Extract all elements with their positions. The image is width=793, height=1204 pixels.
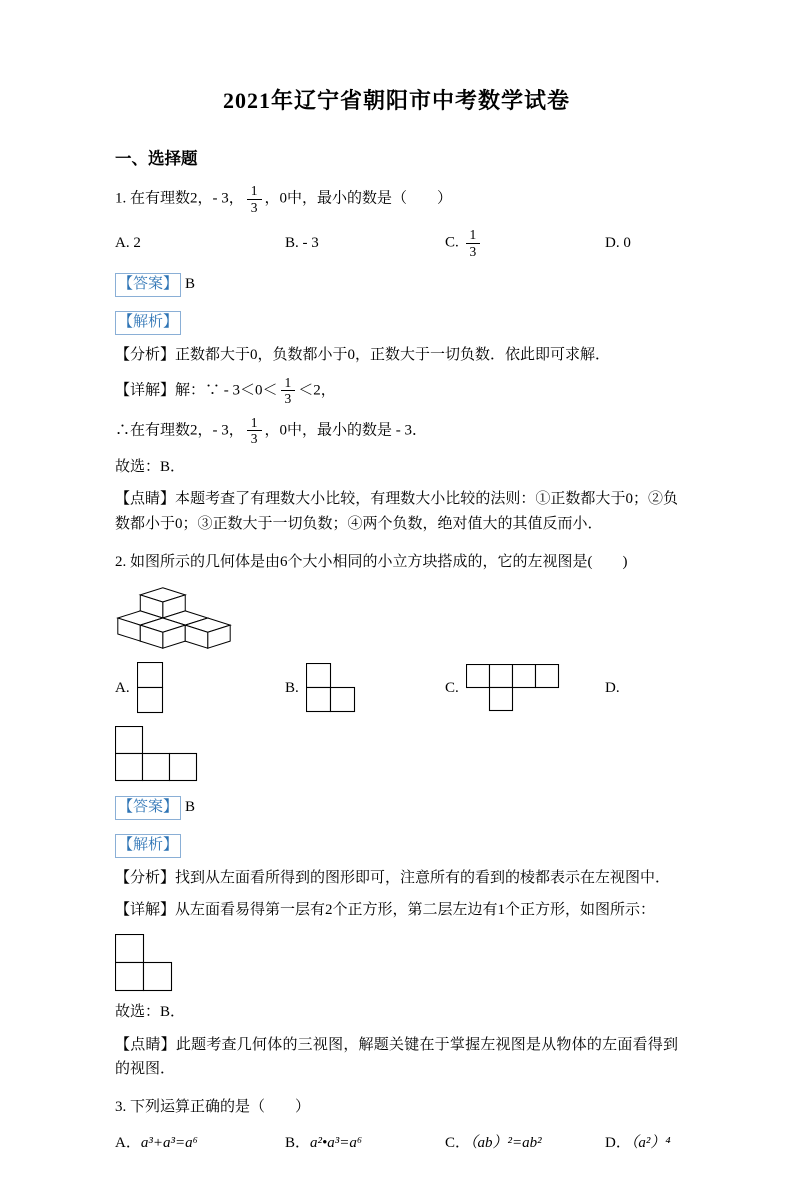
option-label: A． <box>115 1135 141 1152</box>
option-label: A. <box>115 679 130 696</box>
q2-xiangjie: 【详解】从左面看易得第一层有2个正方形，第二层左边有1个正方形，如图所示： <box>115 901 656 918</box>
option-label: D. <box>605 679 620 696</box>
fraction-one-third <box>466 227 481 259</box>
option-expression: （a²）⁴ <box>630 1135 671 1152</box>
page-title: 2021年辽宁省朝阳市中考数学试卷 <box>222 88 570 113</box>
q1-answer-value: B <box>185 276 196 293</box>
fraction-one-third <box>247 183 262 215</box>
fraction-numerator: 1 <box>466 227 481 244</box>
option-label: C. <box>445 234 459 251</box>
option-a-figure <box>137 662 164 714</box>
fraction-one-third <box>247 415 262 447</box>
option-label: A. <box>115 234 130 251</box>
q2-options-row <box>115 662 678 714</box>
q2-answer-line <box>115 796 678 820</box>
isometric-cubes-figure <box>115 586 233 650</box>
q1-options-row <box>115 227 678 259</box>
option-b-figure <box>306 663 356 713</box>
answer-label: 【答案】 <box>115 273 181 297</box>
q3-option-b <box>285 1131 445 1152</box>
answer-label: 【答案】 <box>115 796 181 820</box>
q3-option-c <box>445 1131 605 1152</box>
q1-xiangjie-post: ＜2， <box>298 382 336 399</box>
section-heading: 一、选择题 <box>115 149 198 168</box>
option-label: B. <box>285 234 299 251</box>
fraction-denominator: 3 <box>250 431 258 447</box>
option-expression: （ab）²=ab² <box>470 1135 542 1152</box>
q1-option-b <box>285 235 445 252</box>
q1-option-a <box>115 235 285 252</box>
q2-fenxi: 【分析】找到从左面看所得到的图形即可，注意所有的看到的棱都表示在左视图中． <box>115 869 671 886</box>
option-c-figure <box>466 664 560 712</box>
q3-option-a <box>115 1131 285 1152</box>
q1-answer-line <box>115 273 678 297</box>
q1-xiangjie-1 <box>115 375 678 407</box>
left-view-figure <box>115 934 173 992</box>
option-text: 0 <box>623 234 631 251</box>
question-3-stem: 3. 下列运算正确的是（ ） <box>115 1099 311 1116</box>
q2-guxuan: 故选：B． <box>115 1004 186 1021</box>
q1-xiangjie2-post: ，0中，最小的数是 - 3． <box>264 422 427 439</box>
option-d-figure <box>115 726 198 782</box>
q1-option-d <box>605 235 631 252</box>
option-label: C. <box>445 679 459 696</box>
q2-option-d <box>605 680 620 697</box>
q2-jiexi-line <box>115 834 678 858</box>
jiexi-label: 【解析】 <box>115 311 181 335</box>
q2-solution-figure <box>115 934 678 992</box>
q1-xiangjie-pre: 【详解】解：∵ - 3＜0＜ <box>115 382 278 399</box>
fraction-numerator: 1 <box>247 183 262 200</box>
q1-option-c <box>445 227 605 259</box>
option-expression: a³+a³=a⁶ <box>140 1135 198 1152</box>
q2-solid-figure <box>115 586 678 650</box>
option-label: C． <box>445 1135 471 1152</box>
fraction-one-third <box>281 375 296 407</box>
option-expression: a²•a³=a⁶ <box>310 1135 363 1152</box>
option-label: D. <box>605 234 620 251</box>
q1-jiexi-line <box>115 311 678 335</box>
q1-dianjing: 【点睛】本题考查了有理数大小比较，有理数大小比较的法则：①正数都大于0；②负数都小于0；③正数大于一切负数；④两个负数，绝对值大的其值反而小． <box>115 491 678 532</box>
option-text: 2 <box>133 234 141 251</box>
q2-option-d-figure-wrap <box>115 726 678 782</box>
q1-xiangjie2-pre: ∴在有理数2，- 3， <box>115 422 244 439</box>
question-1-stem <box>115 183 678 215</box>
q1-guxuan: 故选：B． <box>115 458 186 475</box>
fraction-denominator: 3 <box>250 199 258 215</box>
q1-stem-post: ，0中，最小的数是（ ） <box>264 190 453 207</box>
q2-answer-value: B <box>185 799 196 816</box>
q2-option-c <box>445 664 605 712</box>
q1-stem-pre: 1. 在有理数2，- 3， <box>115 190 244 207</box>
option-label: D． <box>605 1135 631 1152</box>
fraction-numerator: 1 <box>247 415 262 432</box>
q2-option-b <box>285 663 445 713</box>
q1-xiangjie-2 <box>115 415 678 447</box>
fraction-numerator: 1 <box>281 375 296 392</box>
question-2-stem: 2. 如图所示的几何体是由6个大小相同的小立方块搭成的，它的左视图是( ) <box>115 553 628 570</box>
fraction-denominator: 3 <box>284 391 292 407</box>
q3-option-d <box>605 1131 671 1152</box>
q2-dianjing: 【点睛】此题考查几何体的三视图，解题关键在于掌握左视图是从物体的左面看得到的视图． <box>115 1036 678 1077</box>
q2-option-a <box>115 662 285 714</box>
q1-fenxi: 【分析】正数都大于0，负数都小于0，正数大于一切负数．依此即可求解． <box>115 346 611 363</box>
jiexi-label: 【解析】 <box>115 834 181 858</box>
option-label: B. <box>285 679 299 696</box>
fraction-denominator: 3 <box>469 243 477 259</box>
q3-options-row <box>115 1131 678 1152</box>
option-label: B． <box>285 1135 311 1152</box>
option-text: - 3 <box>302 234 319 251</box>
